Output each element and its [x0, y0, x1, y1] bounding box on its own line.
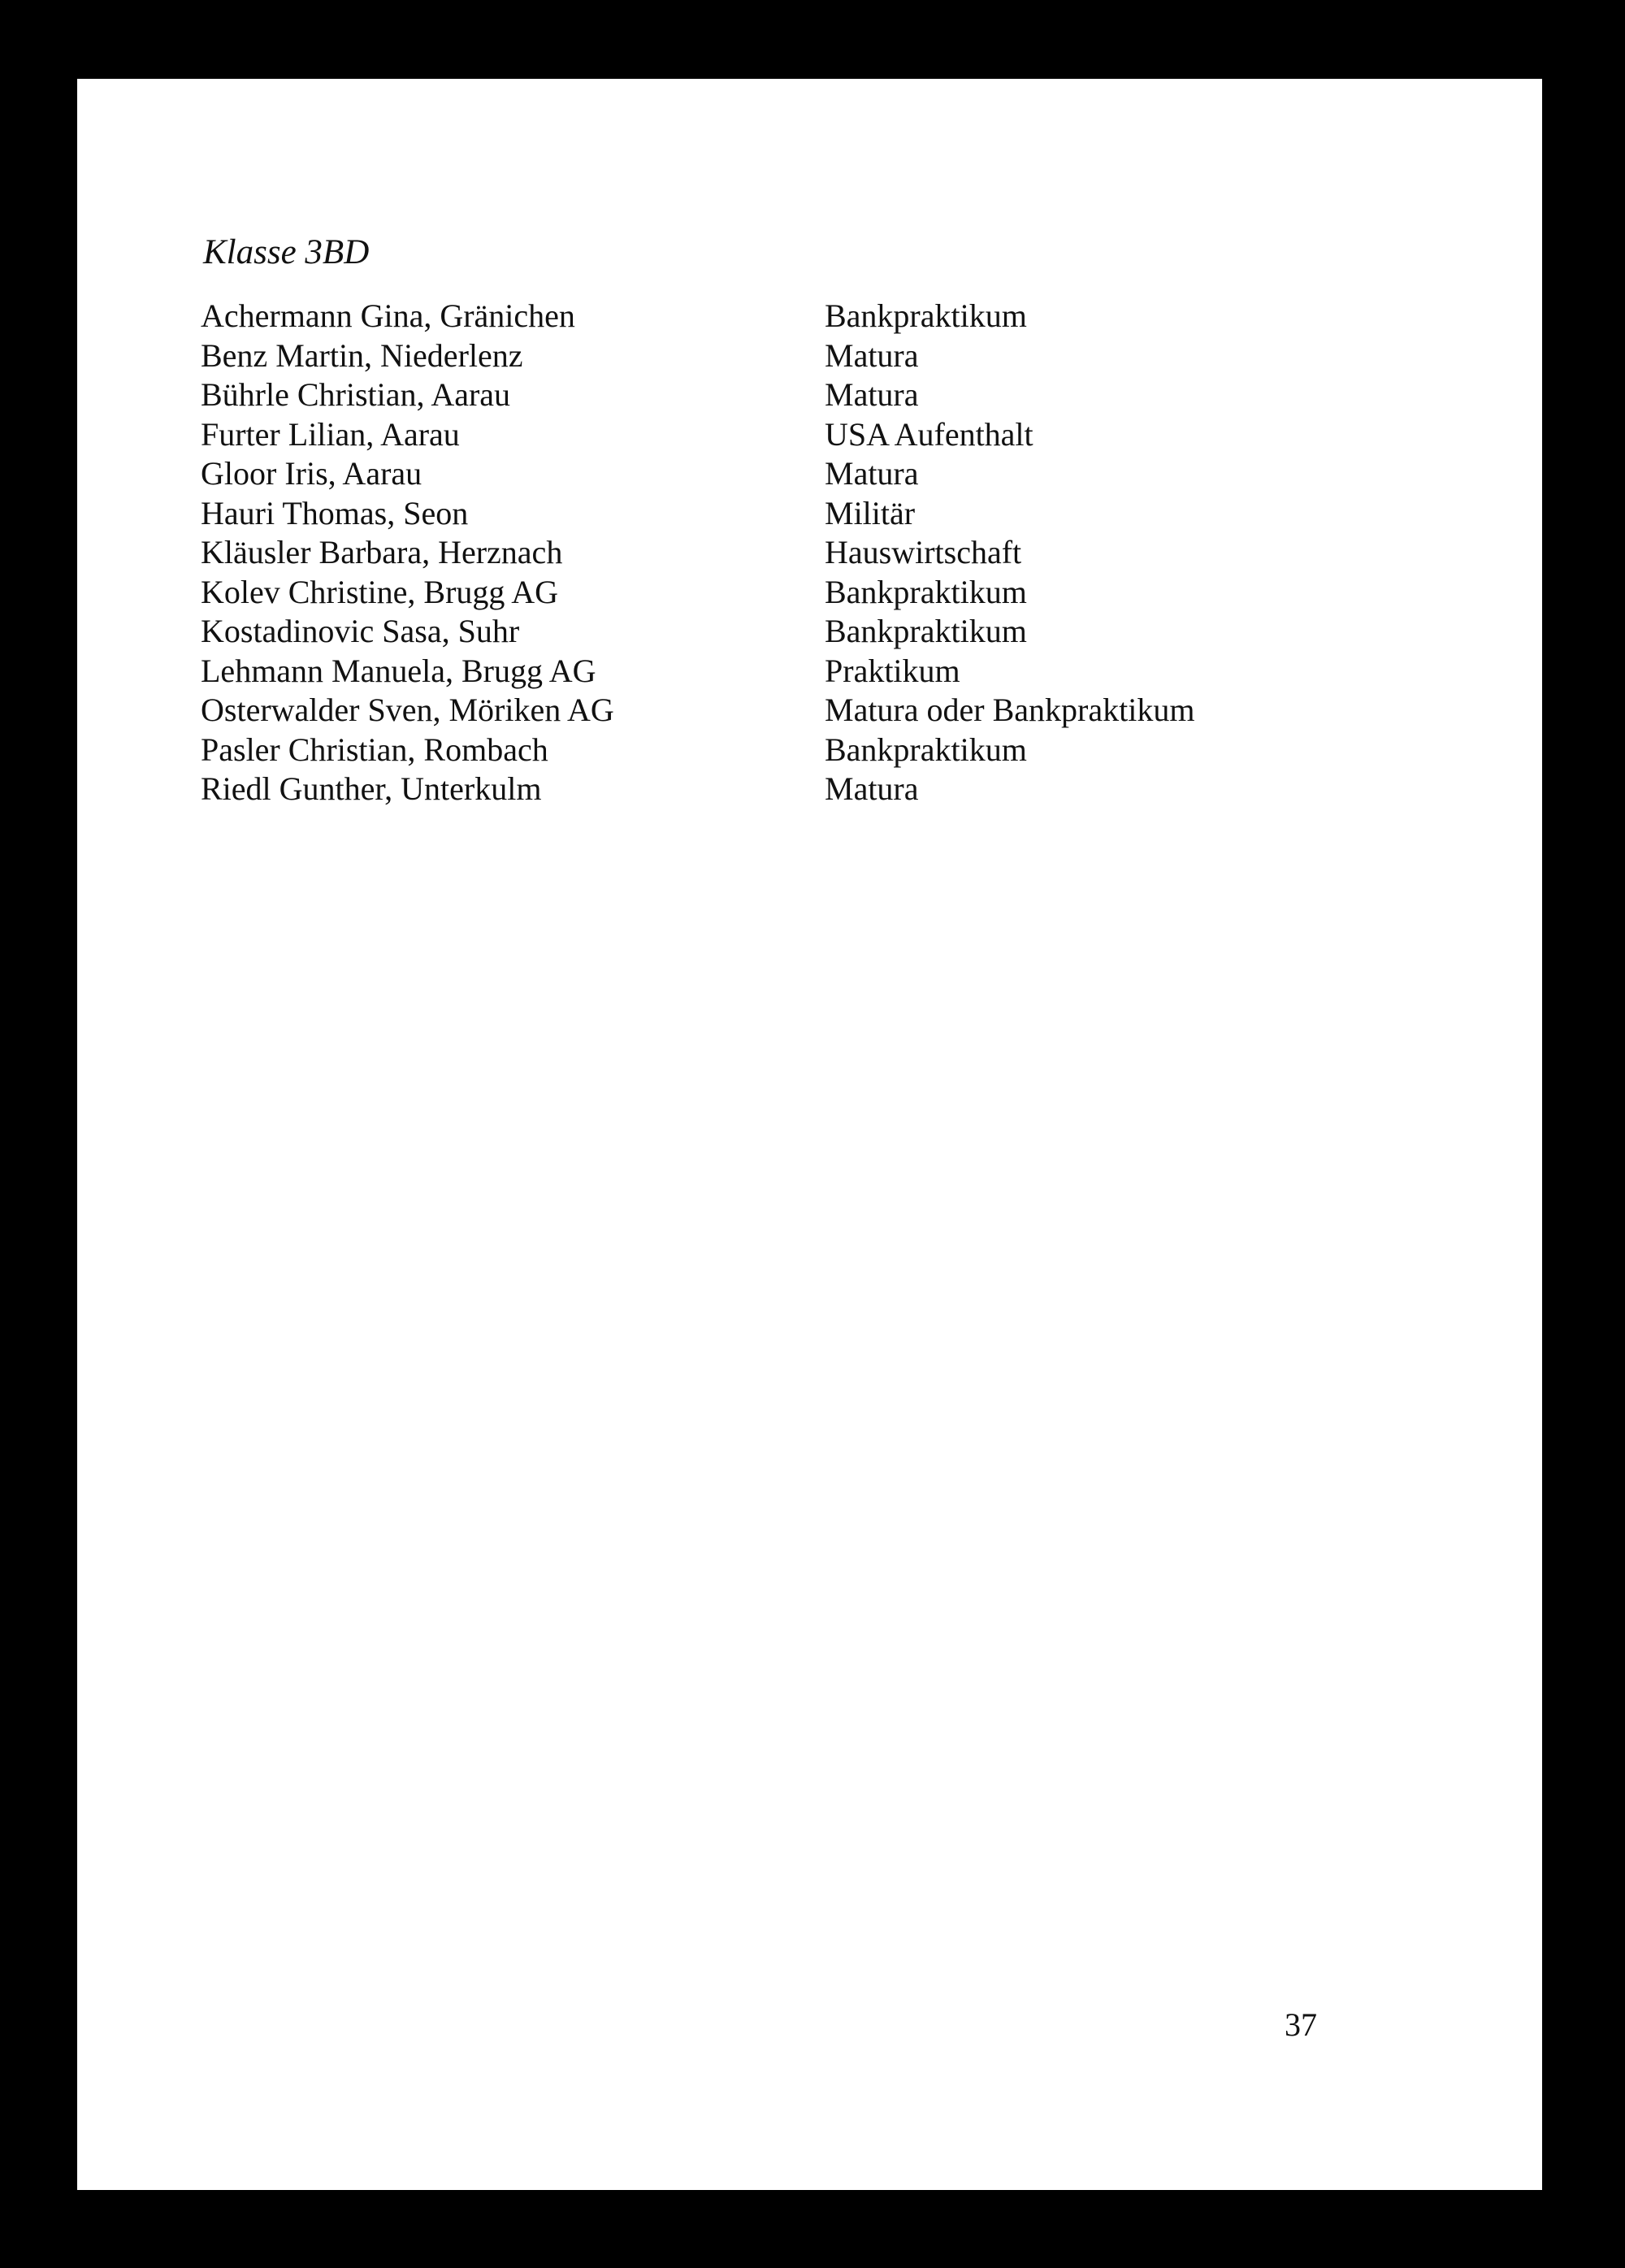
list-item: [201, 731, 1338, 770]
student-name: Bührle Christian, Aarau: [201, 376, 511, 413]
student-name: Kolev Christine, Brugg AG: [201, 573, 558, 610]
student-name: Pasler Christian, Rombach: [201, 731, 548, 768]
student-plan: Militär: [825, 494, 916, 531]
list-item: [201, 652, 1338, 692]
student-name: Lehmann Manuela, Brugg AG: [201, 652, 596, 689]
page-number: 37: [1285, 2006, 1317, 2043]
student-name: Riedl Gunther, Unterkulm: [201, 770, 542, 807]
student-plan: USA Aufenthalt: [825, 415, 1034, 453]
student-name: Benz Martin, Niederlenz: [201, 336, 523, 374]
student-name: Kläusler Barbara, Herznach: [201, 534, 563, 570]
list-item: [201, 375, 1338, 415]
student-plan: Matura: [825, 376, 919, 413]
student-name: Osterwalder Sven, Möriken AG: [201, 692, 614, 728]
student-name: Achermann Gina, Gränichen: [201, 297, 575, 334]
list-item: [201, 691, 1338, 731]
student-plan: Bankpraktikum: [825, 731, 1027, 768]
list-item: [201, 533, 1338, 573]
student-plan: Matura: [825, 455, 919, 492]
student-name: Gloor Iris, Aarau: [201, 455, 422, 492]
student-plan: Bankpraktikum: [825, 573, 1027, 610]
list-item: [201, 612, 1338, 652]
student-plan: Bankpraktikum: [825, 613, 1027, 649]
list-item: [201, 336, 1338, 376]
student-plan: Praktikum: [825, 652, 960, 689]
student-plan: Bankpraktikum: [825, 297, 1027, 334]
student-name: Furter Lilian, Aarau: [201, 415, 460, 453]
list-item: [201, 297, 1338, 336]
student-plan: Matura oder Bankpraktikum: [825, 692, 1195, 728]
list-item: [201, 573, 1338, 613]
list-item: [201, 494, 1338, 534]
list-item: [201, 415, 1338, 455]
student-name: Hauri Thomas, Seon: [201, 494, 469, 531]
student-plan: Hauswirtschaft: [825, 534, 1022, 570]
student-plan: Matura: [825, 336, 919, 374]
student-plan: Matura: [825, 770, 919, 807]
list-item: [201, 770, 1338, 809]
student-roster: [201, 297, 1338, 809]
list-item: [201, 454, 1338, 494]
document-page: [77, 79, 1542, 2190]
student-name: Kostadinovic Sasa, Suhr: [201, 613, 520, 649]
class-heading: Klasse 3BD: [203, 233, 370, 271]
